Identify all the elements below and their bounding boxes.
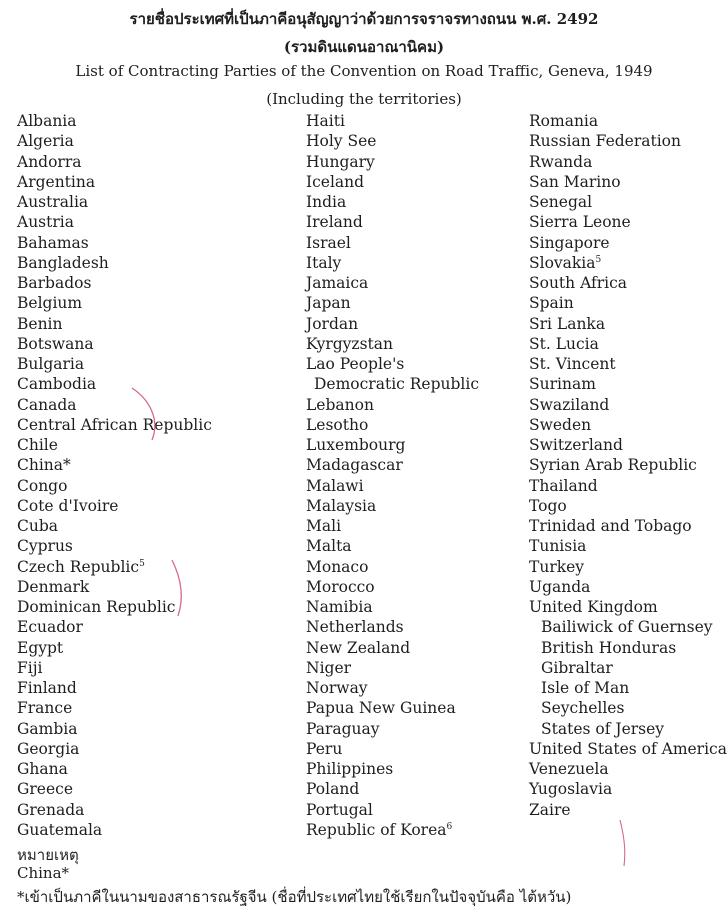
country-name: Gambia bbox=[17, 719, 78, 738]
country-name: Albania bbox=[17, 112, 77, 130]
country-name: Bulgaria bbox=[17, 355, 85, 373]
country-list-item bbox=[529, 212, 727, 232]
country-list-item bbox=[306, 131, 479, 151]
country-name: Denmark bbox=[17, 577, 90, 596]
country-list-item bbox=[17, 658, 212, 678]
country-name: Italy bbox=[306, 253, 342, 272]
country-list-item bbox=[529, 496, 727, 516]
country-name: Malta bbox=[306, 537, 352, 556]
country-list-item bbox=[529, 658, 727, 678]
country-name: France bbox=[17, 699, 73, 718]
country-name: Sierra Leone bbox=[529, 213, 631, 232]
country-name: Netherlands bbox=[306, 618, 404, 637]
country-list-item bbox=[306, 496, 479, 516]
country-list-item bbox=[529, 354, 727, 374]
country-list-item bbox=[17, 415, 212, 435]
country-name: St. Lucia bbox=[529, 334, 599, 353]
country-name: Barbados bbox=[17, 274, 92, 292]
country-name: Czech Republic bbox=[17, 557, 140, 576]
country-name: Hungary bbox=[306, 152, 375, 171]
country-name: Spain bbox=[529, 294, 574, 313]
country-name: Monaco bbox=[306, 557, 369, 576]
country-list-item bbox=[306, 273, 479, 293]
country-name: Norway bbox=[306, 679, 368, 697]
country-name: Guatemala bbox=[17, 820, 103, 839]
country-list-item bbox=[529, 597, 727, 617]
footnote-marker: 5 bbox=[595, 254, 602, 265]
country-name: Botswana bbox=[17, 334, 94, 353]
country-name: New Zealand bbox=[306, 638, 411, 657]
country-list-item bbox=[306, 172, 479, 192]
country-list-item bbox=[17, 253, 212, 273]
country-list-item bbox=[529, 719, 727, 739]
country-list-item bbox=[529, 131, 727, 151]
country-list-item bbox=[529, 516, 727, 536]
country-name: Poland bbox=[306, 780, 360, 799]
country-name: Luxembourg bbox=[306, 436, 406, 454]
notes-footnote-text: *เข้าเป็นภาคีในนามของสาธารณรัฐจีน (ชื่อที่ประเทศไทยใช้เรียกในปัจจุบันคือ ไต้หวัน) bbox=[17, 888, 572, 906]
country-list-item bbox=[306, 455, 479, 475]
country-list-item bbox=[17, 577, 212, 597]
country-list-item bbox=[17, 638, 212, 658]
country-name: Syrian Arab Republic bbox=[529, 456, 697, 475]
country-list-item bbox=[17, 800, 212, 820]
country-list-item bbox=[306, 779, 479, 799]
country-name: Slovakia bbox=[529, 253, 596, 272]
country-list-item bbox=[306, 597, 479, 617]
notes-label: หมายเหตุ bbox=[17, 846, 79, 864]
country-name: Switzerland bbox=[529, 436, 623, 454]
country-list-item bbox=[306, 536, 479, 556]
page-subtitle-english: (Including the territories) bbox=[266, 90, 462, 108]
country-name: Mali bbox=[306, 517, 342, 535]
country-list-item bbox=[306, 739, 479, 759]
country-name: Madagascar bbox=[306, 456, 403, 475]
country-list-item bbox=[17, 779, 212, 799]
country-name: Iceland bbox=[306, 172, 365, 191]
country-list-item bbox=[306, 577, 479, 597]
country-name: Zaire bbox=[529, 800, 571, 819]
country-name: Kyrgyzstan bbox=[306, 334, 394, 353]
country-name: Bangladesh bbox=[17, 253, 109, 272]
country-list-item bbox=[17, 516, 212, 536]
country-list-item bbox=[17, 334, 212, 354]
country-list-item bbox=[306, 111, 479, 131]
country-name: Swaziland bbox=[529, 395, 610, 414]
country-list-item bbox=[306, 374, 479, 394]
country-list-item bbox=[529, 800, 727, 820]
country-name: Central African Republic bbox=[17, 415, 212, 434]
country-list-item bbox=[306, 314, 479, 334]
country-name: Malawi bbox=[306, 476, 364, 495]
country-list-item bbox=[17, 678, 212, 698]
country-list-item bbox=[17, 739, 212, 759]
country-name: Jamaica bbox=[306, 274, 369, 292]
country-list-item bbox=[306, 557, 479, 577]
country-name: Haiti bbox=[306, 112, 345, 130]
country-name: Egypt bbox=[17, 638, 64, 657]
country-list-item bbox=[529, 638, 727, 658]
country-name: Jordan bbox=[306, 314, 359, 333]
country-list-item bbox=[306, 192, 479, 212]
country-name: Surinam bbox=[529, 375, 596, 394]
country-name: Trinidad and Tobago bbox=[529, 517, 692, 535]
country-name: Cuba bbox=[17, 517, 59, 535]
country-name: Sri Lanka bbox=[529, 314, 606, 333]
country-name: Australia bbox=[17, 193, 89, 211]
country-list-item bbox=[17, 759, 212, 779]
country-name: Peru bbox=[306, 739, 343, 758]
country-list-item bbox=[306, 658, 479, 678]
country-list-item bbox=[529, 233, 727, 253]
country-list-item bbox=[17, 111, 212, 131]
page-title-thai: รายชื่อประเทศที่เป็นภาคีอนุสัญญาว่าด้วยการจราจรทางถนน พ.ศ. 2492 bbox=[129, 10, 599, 28]
country-list-item bbox=[17, 820, 212, 840]
country-name: Andorra bbox=[17, 152, 82, 171]
country-name: Israel bbox=[306, 233, 351, 252]
country-list-item bbox=[306, 435, 479, 455]
country-name: Namibia bbox=[306, 598, 373, 616]
country-name: Sweden bbox=[529, 415, 592, 434]
country-name: Romania bbox=[529, 112, 599, 130]
country-list-item bbox=[306, 395, 479, 415]
country-name: Republic of Korea bbox=[306, 820, 447, 839]
country-list-item bbox=[306, 476, 479, 496]
country-list-item bbox=[17, 233, 212, 253]
country-name: Yugoslavia bbox=[529, 780, 613, 799]
country-column-2 bbox=[306, 111, 479, 840]
country-list-item bbox=[529, 739, 727, 759]
country-list-item bbox=[529, 779, 727, 799]
country-list-item bbox=[306, 152, 479, 172]
country-list-item bbox=[306, 638, 479, 658]
country-list-item bbox=[306, 253, 479, 273]
country-name: United States of America bbox=[529, 739, 727, 758]
country-list-item bbox=[17, 395, 212, 415]
country-list-item bbox=[529, 253, 727, 273]
country-name: Senegal bbox=[529, 193, 593, 211]
country-name: Cote d'Ivoire bbox=[17, 496, 119, 515]
country-name: Uganda bbox=[529, 577, 591, 596]
country-list-item bbox=[17, 476, 212, 496]
country-list-item bbox=[306, 334, 479, 354]
country-name: Philippines bbox=[306, 760, 394, 778]
country-name: India bbox=[306, 193, 347, 211]
country-name: Dominican Republic bbox=[17, 598, 176, 616]
country-name: Cambodia bbox=[17, 375, 97, 394]
country-name: Japan bbox=[306, 294, 351, 313]
country-name: Paraguay bbox=[306, 719, 380, 738]
country-list-item bbox=[529, 314, 727, 334]
country-list-item bbox=[17, 273, 212, 293]
country-list-item bbox=[306, 354, 479, 374]
country-name: Thailand bbox=[529, 476, 598, 495]
country-name: Papua New Guinea bbox=[306, 699, 456, 718]
country-name: Isle of Man bbox=[541, 679, 630, 697]
country-name: Russian Federation bbox=[529, 132, 681, 151]
country-column-1 bbox=[17, 111, 212, 840]
country-name: Lesotho bbox=[306, 415, 369, 434]
country-list-item bbox=[306, 800, 479, 820]
country-name: Canada bbox=[17, 395, 77, 414]
country-name: Benin bbox=[17, 314, 63, 333]
country-list-item bbox=[17, 557, 212, 577]
country-list-item bbox=[306, 212, 479, 232]
country-name: United Kingdom bbox=[529, 598, 658, 616]
country-name: Tunisia bbox=[529, 537, 587, 556]
country-list-item bbox=[17, 293, 212, 313]
country-list-item bbox=[17, 455, 212, 475]
country-name: San Marino bbox=[529, 172, 621, 191]
country-name: Lao People's bbox=[306, 355, 405, 373]
country-list-item bbox=[306, 415, 479, 435]
country-list-item bbox=[306, 617, 479, 637]
pen-mark-stroke bbox=[620, 820, 625, 866]
country-name: Austria bbox=[17, 213, 74, 232]
country-list-item bbox=[17, 152, 212, 172]
country-list-item bbox=[17, 131, 212, 151]
country-name: Malaysia bbox=[306, 496, 377, 515]
country-name: Chile bbox=[17, 436, 58, 454]
country-list-item bbox=[529, 192, 727, 212]
country-list-item bbox=[17, 536, 212, 556]
footnote-marker: 6 bbox=[446, 821, 453, 832]
country-name: Holy See bbox=[306, 132, 377, 151]
page-subtitle-thai: (รวมดินแดนอาณานิคม) bbox=[283, 38, 445, 56]
country-list-item bbox=[306, 719, 479, 739]
country-list-item bbox=[17, 212, 212, 232]
country-name: Fiji bbox=[17, 658, 43, 677]
country-list-item bbox=[529, 415, 727, 435]
country-list-item bbox=[529, 334, 727, 354]
country-name: Grenada bbox=[17, 800, 85, 819]
country-list-item bbox=[529, 172, 727, 192]
country-name: Bailiwick of Guernsey bbox=[541, 618, 713, 637]
country-list-item bbox=[306, 820, 479, 840]
country-name: Lebanon bbox=[306, 395, 374, 414]
country-list-item bbox=[529, 557, 727, 577]
country-list-item bbox=[17, 374, 212, 394]
country-list-item bbox=[529, 698, 727, 718]
country-name: Georgia bbox=[17, 739, 80, 758]
country-name: Greece bbox=[17, 780, 73, 799]
country-list-item bbox=[306, 698, 479, 718]
country-name: St. Vincent bbox=[529, 355, 616, 373]
country-list-item bbox=[17, 172, 212, 192]
country-name: Ghana bbox=[17, 760, 68, 778]
country-list-item bbox=[17, 192, 212, 212]
country-list-item bbox=[17, 496, 212, 516]
country-name: Togo bbox=[529, 496, 567, 515]
country-name: Democratic Republic bbox=[314, 375, 480, 394]
country-list-item bbox=[306, 516, 479, 536]
country-name: Algeria bbox=[17, 132, 74, 151]
country-list-item bbox=[529, 476, 727, 496]
country-name: Portugal bbox=[306, 800, 373, 819]
page-title-english: List of Contracting Parties of the Convention on Road Traffic, Geneva, 1949 bbox=[75, 62, 653, 80]
country-name: Gibraltar bbox=[541, 658, 613, 677]
country-name: Congo bbox=[17, 476, 68, 495]
country-list-item bbox=[306, 293, 479, 313]
country-list-item bbox=[529, 152, 727, 172]
country-name: Seychelles bbox=[541, 699, 625, 718]
country-name: Niger bbox=[306, 658, 352, 677]
country-name: China* bbox=[17, 456, 71, 475]
country-list-item bbox=[17, 354, 212, 374]
country-list-item bbox=[17, 698, 212, 718]
country-list-item bbox=[529, 293, 727, 313]
country-list-item bbox=[17, 597, 212, 617]
country-name: Ecuador bbox=[17, 618, 83, 637]
country-list-item bbox=[529, 678, 727, 698]
country-list-item bbox=[529, 273, 727, 293]
country-list-item bbox=[17, 617, 212, 637]
country-list-item bbox=[529, 374, 727, 394]
country-name: States of Jersey bbox=[541, 719, 665, 738]
country-list-item bbox=[306, 678, 479, 698]
country-name: South Africa bbox=[529, 274, 628, 292]
country-name: Rwanda bbox=[529, 152, 593, 171]
country-name: Ireland bbox=[306, 213, 363, 232]
country-list-item bbox=[17, 435, 212, 455]
country-name: British Honduras bbox=[541, 638, 677, 657]
country-list-item bbox=[529, 435, 727, 455]
country-name: Cyprus bbox=[17, 537, 73, 556]
country-column-3 bbox=[529, 111, 727, 820]
country-list-item bbox=[529, 395, 727, 415]
country-list-item bbox=[17, 314, 212, 334]
country-name: Venezuela bbox=[529, 760, 609, 778]
country-name: Argentina bbox=[17, 172, 96, 191]
country-name: Morocco bbox=[306, 577, 375, 596]
country-list-item bbox=[17, 719, 212, 739]
country-name: Bahamas bbox=[17, 233, 89, 252]
country-name: Turkey bbox=[529, 557, 585, 576]
country-list-item bbox=[529, 455, 727, 475]
footnote-marker: 5 bbox=[139, 558, 145, 569]
country-list-item bbox=[529, 111, 727, 131]
country-list-item bbox=[529, 617, 727, 637]
country-name: Belgium bbox=[17, 294, 83, 313]
country-list-item bbox=[306, 233, 479, 253]
country-name: Singapore bbox=[529, 233, 610, 252]
country-list-item bbox=[529, 536, 727, 556]
country-name: Finland bbox=[17, 679, 77, 697]
country-list-item bbox=[306, 759, 479, 779]
country-list-item bbox=[529, 759, 727, 779]
notes-china-entry: China* bbox=[17, 864, 70, 882]
country-list-item bbox=[529, 577, 727, 597]
